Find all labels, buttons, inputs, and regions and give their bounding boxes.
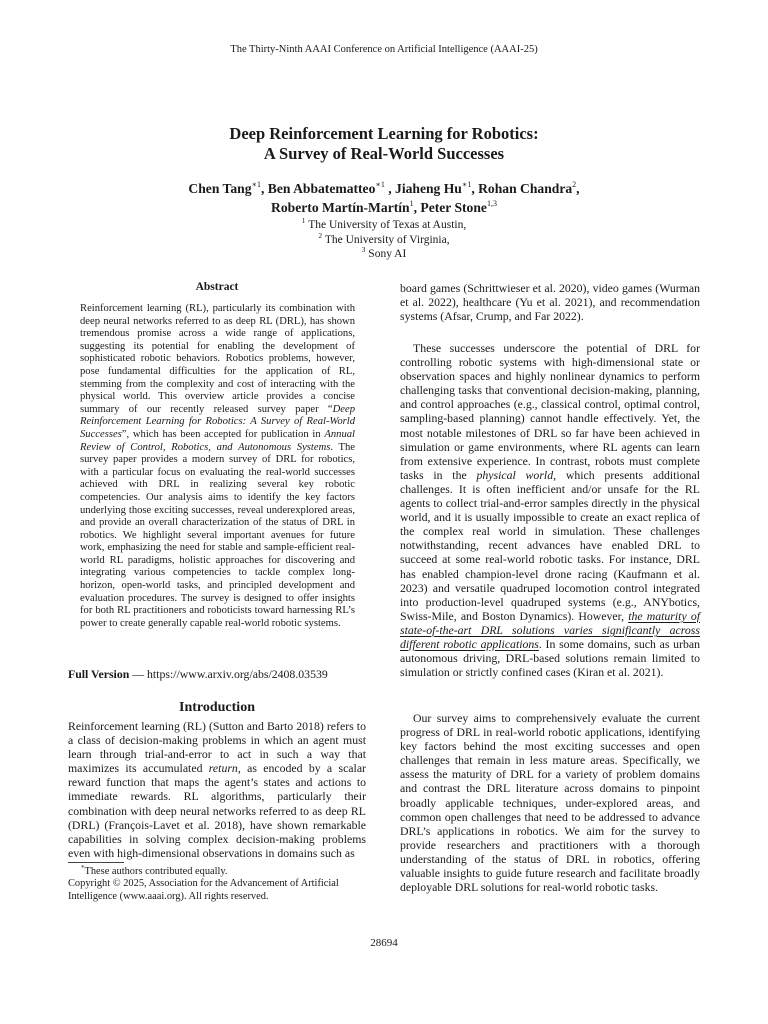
author-mark: ∗1 [375, 180, 385, 189]
author-mark: 2 [572, 180, 577, 189]
author-name: Chen Tang [188, 181, 252, 196]
footnote-equal-contribution: *These authors contributed equally. [81, 864, 228, 877]
intro-paragraph-2: These successes underscore the potential of DRL for controlling robotic systems with high-dimensional state or observation spaces and highly nonlinear dynamics to perform challenging tasks that conventional decision-making, planning, and control approaches (e.g., classical control, optimal control, sampling-based planning) cannot handle effectively. Yet, the most notable milestones of DRL so far have been achieved in simulation or game environments, where RL agents can learn from extensive experience. In contrast, robots must complete tasks in the physical world, which presents additional challenges. It is often inefficient and/or unsafe for the RL agents to collect trial-and-error samples directly in the physical world, and it is usually impossible to create an exact replica of the complex real world in simulation. These challenges notwithstanding, recent advances have enabled DRL to succeed at some real-world robotic tasks. For instance, DRL has enabled champion-level drone racing (Kaufmann et al. 2023) and versatile quadruped locomotion control integrated into production-level quadruped systems (e.g., ANYbotics, Swiss-Mile, and Boston Dynamics). However, the maturity of state-of-the-art DRL solutions varies significantly across different robotic applications. In some domains, such as urban autonomous driving, DRL-based solutions remain limited to simulation or strictly confined cases (Kiran et al. 2021). [400, 341, 701, 680]
author-name: Ben Abbatematteo [267, 181, 376, 196]
author-line-1: Chen Tang$^{∗1}$, Ben Abbatematteo$^{∗1}$ , Jiaheng $Hu^{∗1}$, Rohan Chandra$^2$, [188, 180, 580, 196]
full-version-line: Full Version — https://www.arxiv.org/abs/2408.03539 [68, 667, 328, 681]
author-name: Peter Stone [420, 200, 487, 215]
intro-continuation: board games (Schrittwieser et al. 2020), video games (Wurman et al. 2022), healthcare (Yu et al. 2021), and recommendation systems (Afsar, Crump, and Far 2022). [400, 281, 700, 324]
survey-title: Deep Reinforcement Learning for Robotics: A Survey of Real-World Successes [80, 403, 355, 440]
author-mark: ∗1 [251, 180, 261, 189]
author-mark: 1 [409, 199, 414, 208]
affiliation: $^3$ Sony AI [361, 245, 407, 260]
full-version-link[interactable]: https://www.arxiv.org/abs/2408.03539 [147, 667, 328, 681]
affiliations [0, 218, 768, 262]
title-line-2: A Survey of Real-World Successes [263, 144, 505, 163]
paper-title [0, 124, 768, 164]
affiliation: $^1$ The University of Texas at Austin, [301, 216, 467, 231]
title-line-1: Deep Reinforcement Learning for Robotics: [229, 124, 539, 143]
page-number: 28694 [370, 937, 398, 949]
author-line-2: Roberto Martín-Martín$^1$, Peter Stone$^{1,3}$ [271, 199, 497, 215]
affiliation: $^2$ The University of Virginia, [318, 230, 450, 246]
introduction-paragraph: Reinforcement learning (RL) (Sutton and Barto 2018) refers to a class of decision-making problems in which an agent must learn through trial-and-error to act in such a way that maximizes its accumulated return, as encoded by a scalar reward function that maps the agent’s states and actions to immediate rewards. RL algorithms, particularly their combination with deep neural networks referred to as deep RL (DRL) (François-Lavet et al. 2018), have shown remarkable capabilities in solving complex decision-making problems even with high-dimensional observations in domains such as [68, 719, 366, 860]
author-name: Roberto Martín-Martín [271, 200, 410, 215]
full-version-label: Full Version [68, 667, 130, 681]
author-list [0, 179, 768, 217]
abstract-body: Reinforcement learning (RL), particularly its combination with deep neural networks referred to as deep RL (DRL), has shown tremendous promise across a wide range of applications, suggesting its potential for enabling the development of sophisticated robotic behaviors. Robotics problems, however, pose fundamental difficulties for the application of RL, stemming from the complexity and cost of interacting with the physical world. This overview article provides a concise summary of our recently released survey paper “Deep Reinforcement Learning for Robotics: A Survey of Real-World Successes”, which has been accepted for publication in Annual Review of Control, Robotics, and Autonomous Systems. The survey paper provides a modern survey of DRL for robotics, with a particular focus on evaluating the real-world successes achieved with DRL in realizing several key robotic competencies. Our analysis aims to identify the key factors underlying those exciting successes, reveal underexplored areas, and provide an overall characterization of the status of DRL in robotics. We highlight several important avenues for future work, emphasizing the need for stable and sample-efficient real-world RL paradigms, holistic approaches for discovering and integrating various competencies to tackle complex long-horizon, open-world tasks, and principled development and evaluation procedures. The survey is designed to offer insights for both RL practitioners and roboticists toward harnessing RL’s power to create generally capable real-world robotic systems. [80, 303, 355, 629]
emphasis-maturity: the maturity of state-of-the-art DRL solutions varies significantly across different robotic applications [400, 608, 700, 651]
copyright-notice: Copyright © 2025, Association for the Advancement of Artificial Intelligence (www.aaai.org). All rights reserved. [68, 878, 339, 902]
author-mark: ∗1 [461, 180, 472, 189]
author-mark: 1,3 [486, 199, 497, 208]
author-name: Jiaheng Hu [395, 181, 462, 196]
introduction-heading: Introduction [179, 700, 255, 715]
author-name: Rohan Chandra [478, 181, 573, 196]
footnotes [68, 866, 366, 903]
intro-paragraph-3: Our survey aims to comprehensively evaluate the current progress of DRL in real-world robotic applications, identifying key factors behind the most exciting successes and open challenges that remain in less mature areas. Specifically, we assess the maturity of DRL for a variety of problem domains and contrast the DRL literature across domains to pinpoint broadly applicable techniques, under-explored areas, and common open challenges that need to be addressed to advance DRL’s applications in robotics. We aim for the survey to provide researchers and practitioners with a thorough understanding of the status of DRL in robotics, offering valuable insights to guide future research and facilitate broadly deployable DRL solutions for real-world robotic tasks. [400, 711, 700, 895]
abstract-heading: Abstract [195, 281, 239, 293]
conference-header: The Thirty-Ninth AAAI Conference on Artificial Intelligence (AAAI-25) [230, 44, 538, 55]
journal-name: Annual Review of Control, Robotics, and Autonomous Systems [80, 428, 355, 453]
footnote-rule [68, 862, 124, 863]
